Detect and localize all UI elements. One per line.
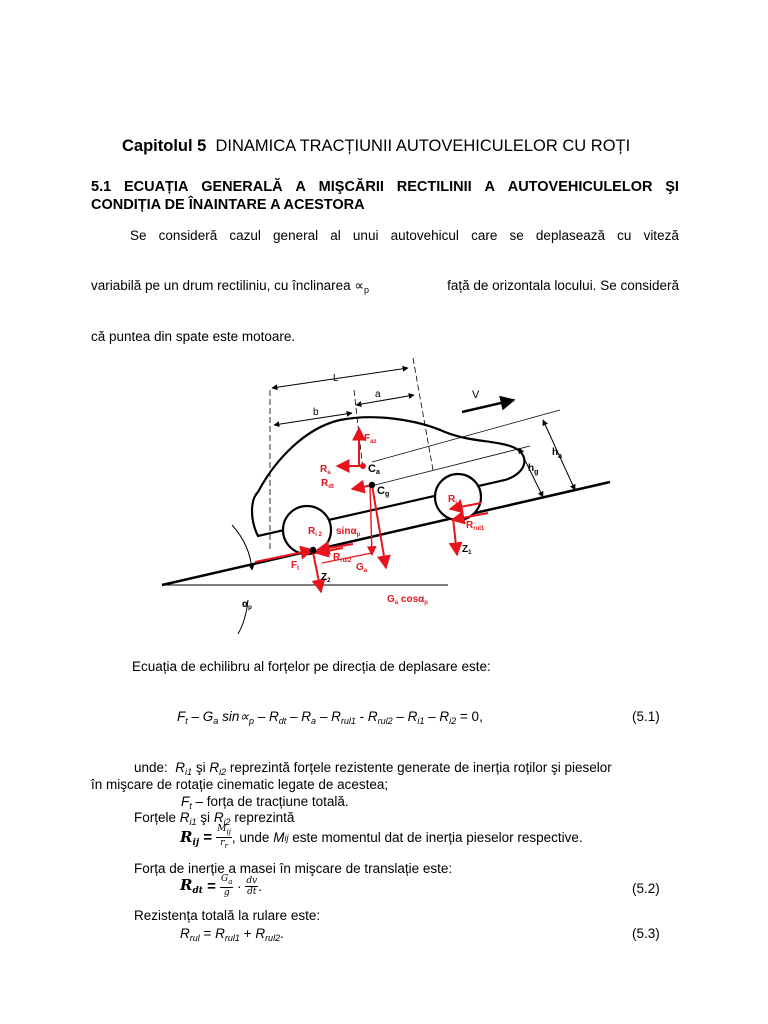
- paragraph-line3: că puntea din spate este motoare.: [91, 329, 296, 344]
- rdt-formula: $R_{dt}$ = $\frac{G_a}{g}$ · dv dt .: [180, 874, 263, 898]
- paragraph-word: al: [330, 228, 341, 243]
- section-heading-word: 5.1: [91, 179, 112, 195]
- label-ft: $F_t$: [291, 560, 300, 572]
- rij-formula: $R_{ij}$ = $M_{ij}$ $r_r$ , unde M ij este momentul dat de inerția pieselor respective.: [180, 824, 583, 850]
- section-heading-word: A: [295, 179, 306, 195]
- paragraph-word: Se: [130, 228, 147, 243]
- section-heading-word: MIŞCĂRII: [318, 179, 384, 195]
- rolling-intro: Rezistența totală la rulare este:: [134, 908, 321, 923]
- label-rrul2: $R_{rul2}$: [333, 552, 352, 564]
- dim-a: [356, 395, 414, 405]
- section-heading-line1: [91, 178, 679, 196]
- label-faz: $F_{az}$: [364, 433, 377, 445]
- rdt-fraction1: $\frac{G_a}{g}$: [221, 874, 233, 898]
- label-hg: $h_g$: [528, 463, 539, 476]
- force-z1-arrow: [453, 518, 457, 555]
- chapter-name: DINAMICA TRACȚIUNII AUTOVEHICULELOR CU ROȚI: [215, 137, 631, 155]
- label-a: a: [375, 389, 381, 400]
- section-heading-word: GENERALĂ: [201, 179, 283, 195]
- section-heading-word: ŞI: [665, 179, 679, 195]
- front-wheel: [435, 474, 481, 520]
- paragraph-line2: [91, 278, 679, 295]
- label-b: b: [313, 407, 319, 418]
- unde-line1: unde: $R_{i1}$ şi $R_{i2}$ reprezintă forțele rezistente generate de inerția roților şi pieselor: [134, 760, 612, 777]
- label-ca: Ca: [368, 463, 380, 476]
- section-heading-word: ECUAȚIA: [123, 179, 189, 195]
- paragraph-word: consideră: [158, 228, 218, 243]
- paragraph-word: general: [273, 228, 319, 243]
- velocity-arrow: [462, 400, 514, 412]
- equation-5-3-number: (5.3): [632, 926, 660, 941]
- paragraph-word: unui: [352, 228, 379, 243]
- rij-fraction: $M_{ij}$ $r_r$: [217, 824, 231, 850]
- label-cg: Cg: [377, 485, 390, 498]
- paragraph-word: autovehicul: [390, 228, 459, 243]
- paragraph-word: cu: [617, 228, 632, 243]
- equation-5-1: $F_t - G_a$ $\sin\propto_p - R_{dt} - R_a - R_{rul1} - R_{rul2} - R_{i1} - R_{i2} = 0$,: [177, 709, 483, 726]
- equation-intro: Ecuația de echilibru al forțelor pe direcția de deplasare este:: [132, 659, 491, 674]
- equation-5-1-number: (5.1): [632, 709, 660, 724]
- paragraph-word: cazul: [229, 228, 261, 243]
- chapter-number: Capitolul 5: [122, 137, 207, 155]
- paragraph-word: se: [509, 228, 524, 243]
- label-ri2: $R_{i 2}$: [308, 526, 322, 538]
- label-ri1: $R_{i 1}$: [448, 494, 462, 506]
- label-gacos: $G_a$ cosα$_p$: [387, 594, 428, 606]
- paragraph-line2-right: față de orizontala locului. Se consideră: [447, 278, 679, 293]
- force-z2-arrow: [313, 552, 321, 592]
- label-ga: $G_a$: [356, 562, 368, 574]
- center-ca-dot: [360, 463, 366, 469]
- section-heading: [91, 178, 679, 214]
- paragraph-line2-left: variabilă pe un drum rectiliniu, cu înclinarea $\propto_p$: [91, 278, 370, 295]
- rdt-fraction2: dv dt: [246, 875, 258, 897]
- force-ft-arrow: [255, 550, 313, 562]
- section-heading-word: AUTOVEHICULELOR: [507, 179, 653, 195]
- paragraph-word: deplasează: [535, 228, 605, 243]
- label-ha: $h_a$: [552, 447, 563, 460]
- fortele-line: Forțele $R_{i1}$ şi $R_{i2}$ reprezintă: [134, 810, 295, 827]
- angle-arc-top: [232, 525, 252, 570]
- rear-wheel: [283, 506, 331, 554]
- section-heading-word: RECTILINII: [396, 179, 472, 195]
- inertia-intro: Forța de inerție a masei în mişcare de translație este:: [134, 861, 453, 876]
- ft-definition: $F_t$ – forța de tracțiune totală.: [181, 794, 349, 811]
- label-z1: $Z_1$: [462, 544, 472, 556]
- label-rrul1: $R_{rul1}$: [466, 520, 485, 532]
- chapter-title: [122, 137, 630, 156]
- vehicle-force-diagram: [150, 345, 620, 640]
- force-ga-arrow: [372, 485, 386, 568]
- equation-5-3: $R_{rul} = R_{rul1} + R_{rul2}$.: [180, 926, 284, 943]
- unde-line2: în mişcare de rotație cinematic legate de acestea;: [91, 777, 389, 792]
- ha-reference-line: [372, 410, 563, 462]
- label-V: V: [472, 389, 480, 401]
- ga-cos-component: [370, 486, 372, 555]
- section-heading-line2: CONDIȚIA DE ÎNAINTARE A ACESTORA: [91, 197, 365, 213]
- alpha-symbol: ∝: [354, 278, 365, 293]
- label-z2: $Z_2$: [321, 572, 331, 584]
- label-alpha: $\alpha_p$: [242, 599, 252, 611]
- label-sin: sinα$_p$: [336, 526, 361, 538]
- paragraph-word: care: [471, 228, 498, 243]
- center-cg-dot: [369, 482, 375, 488]
- label-L: L: [333, 373, 339, 384]
- paragraph-word: viteză: [643, 228, 679, 243]
- paragraph-line1: [130, 228, 679, 243]
- section-heading-word: A: [484, 179, 495, 195]
- equation-5-2-number: (5.2): [632, 881, 660, 896]
- rear-contact-dot: [310, 547, 316, 553]
- label-rdt: $R_{dt}$: [321, 478, 334, 490]
- front-axle-line: [413, 358, 433, 470]
- dim-L: [272, 368, 408, 388]
- label-ra: $R_a$: [320, 464, 331, 476]
